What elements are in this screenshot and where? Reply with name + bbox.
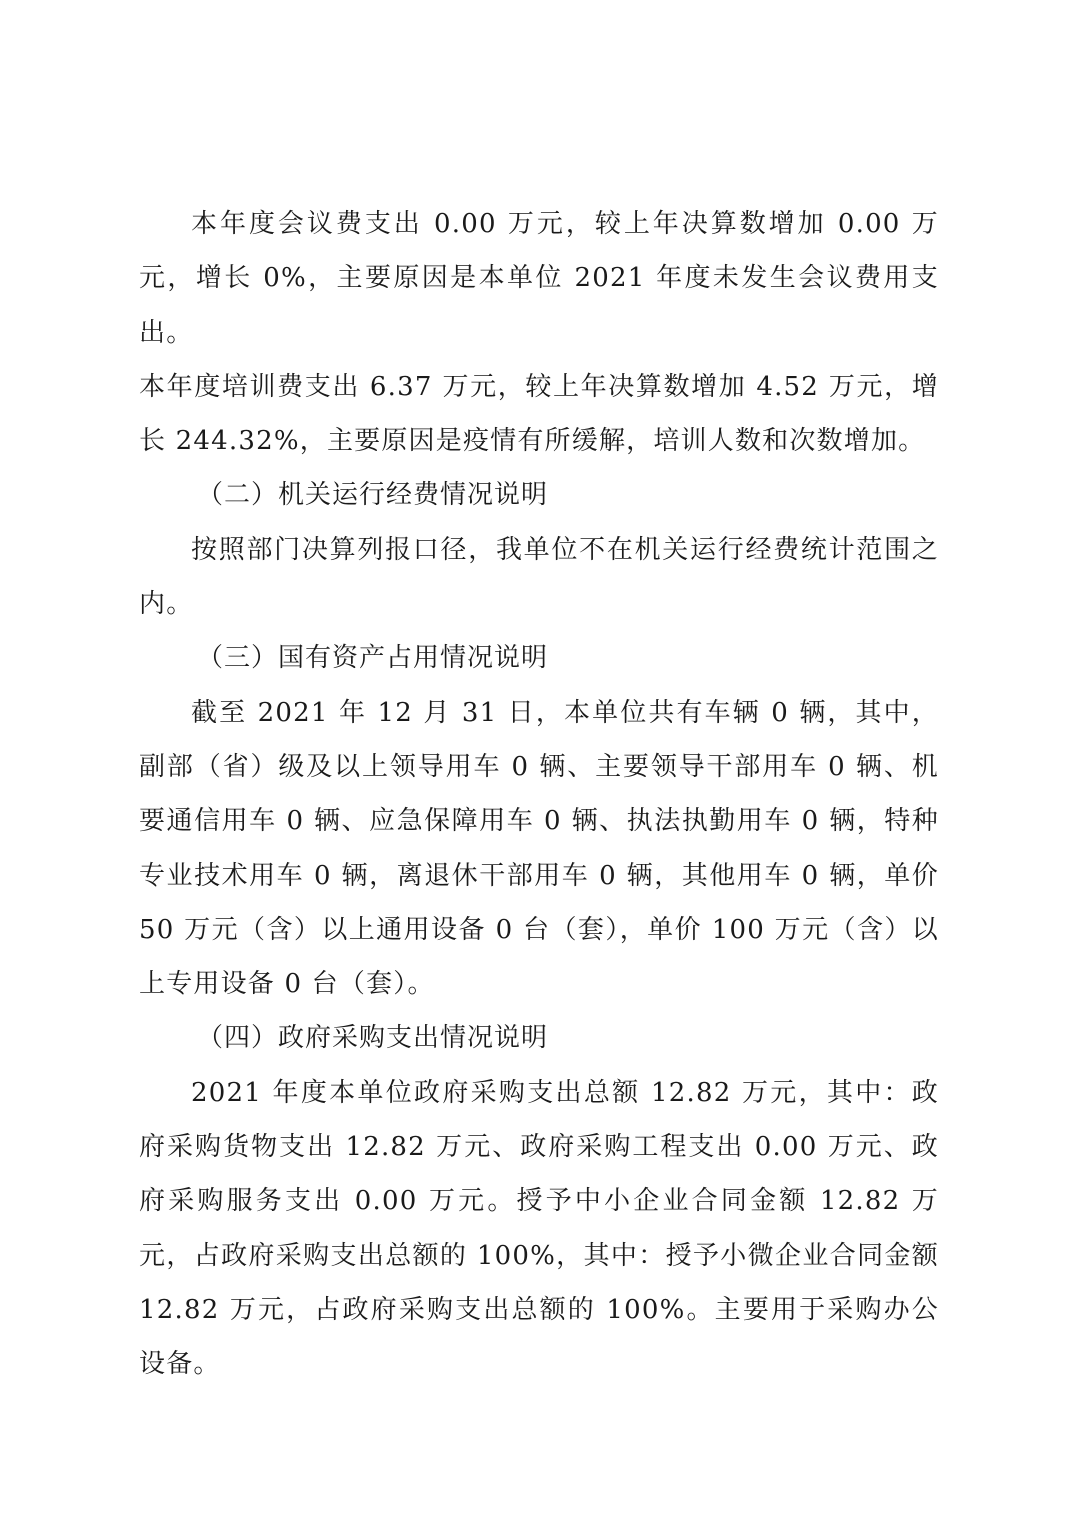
paragraph-procurement: 2021 年度本单位政府采购支出总额 12.82 万元，其中：政府采购货物支出 12.82 万元、政府采购工程支出 0.00 万元、政府采购服务支出 0.00 万元。授予中小企业合同金额 12.82 万元，占政府采购支出总额的 100%，其中：授予小微企业合同金额 12.82 万元，占政府采购支出总额的 100%。主要用于采购办公设备。 xyxy=(139,1077,939,1380)
paragraph-meeting-expense: 本年度会议费支出 0.00 万元，较上年决算数增加 0.00 万元，增长 0%，主要原因是本单位 2021 年度未发生会议费用支出。 xyxy=(139,209,939,348)
section-heading-operating-funds: （二）机关运行经费情况说明 xyxy=(197,480,549,511)
document-body xyxy=(139,197,939,1392)
section-heading-state-assets: （三）国有资产占用情况说明 xyxy=(197,643,549,674)
paragraph-operating-funds: 按照部门决算列报口径，我单位不在机关运行经费统计范围之内。 xyxy=(139,534,939,620)
paragraph-state-assets: 截至 2021 年 12 月 31 日，本单位共有车辆 0 辆，其中，副部（省）级及以上领导用车 0 辆、主要领导干部用车 0 辆、机要通信用车 0 辆、应急保障用车 0 辆、执法执勤用车 0 辆，特种专业技术用车 0 辆，离退休干部用车 0 辆，其他用车 0 辆，单价 50 万元（含）以上通用设备 0 台（套），单价 100 万元（含）以上专用设备 0 台（套）。 xyxy=(139,697,939,1000)
section-heading-procurement: （四）政府采购支出情况说明 xyxy=(197,1023,549,1054)
paragraph-training-expense: 本年度培训费支出 6.37 万元，较上年决算数增加 4.52 万元，增长 244.32%，主要原因是疫情有所缓解，培训人数和次数增加。 xyxy=(139,371,939,457)
